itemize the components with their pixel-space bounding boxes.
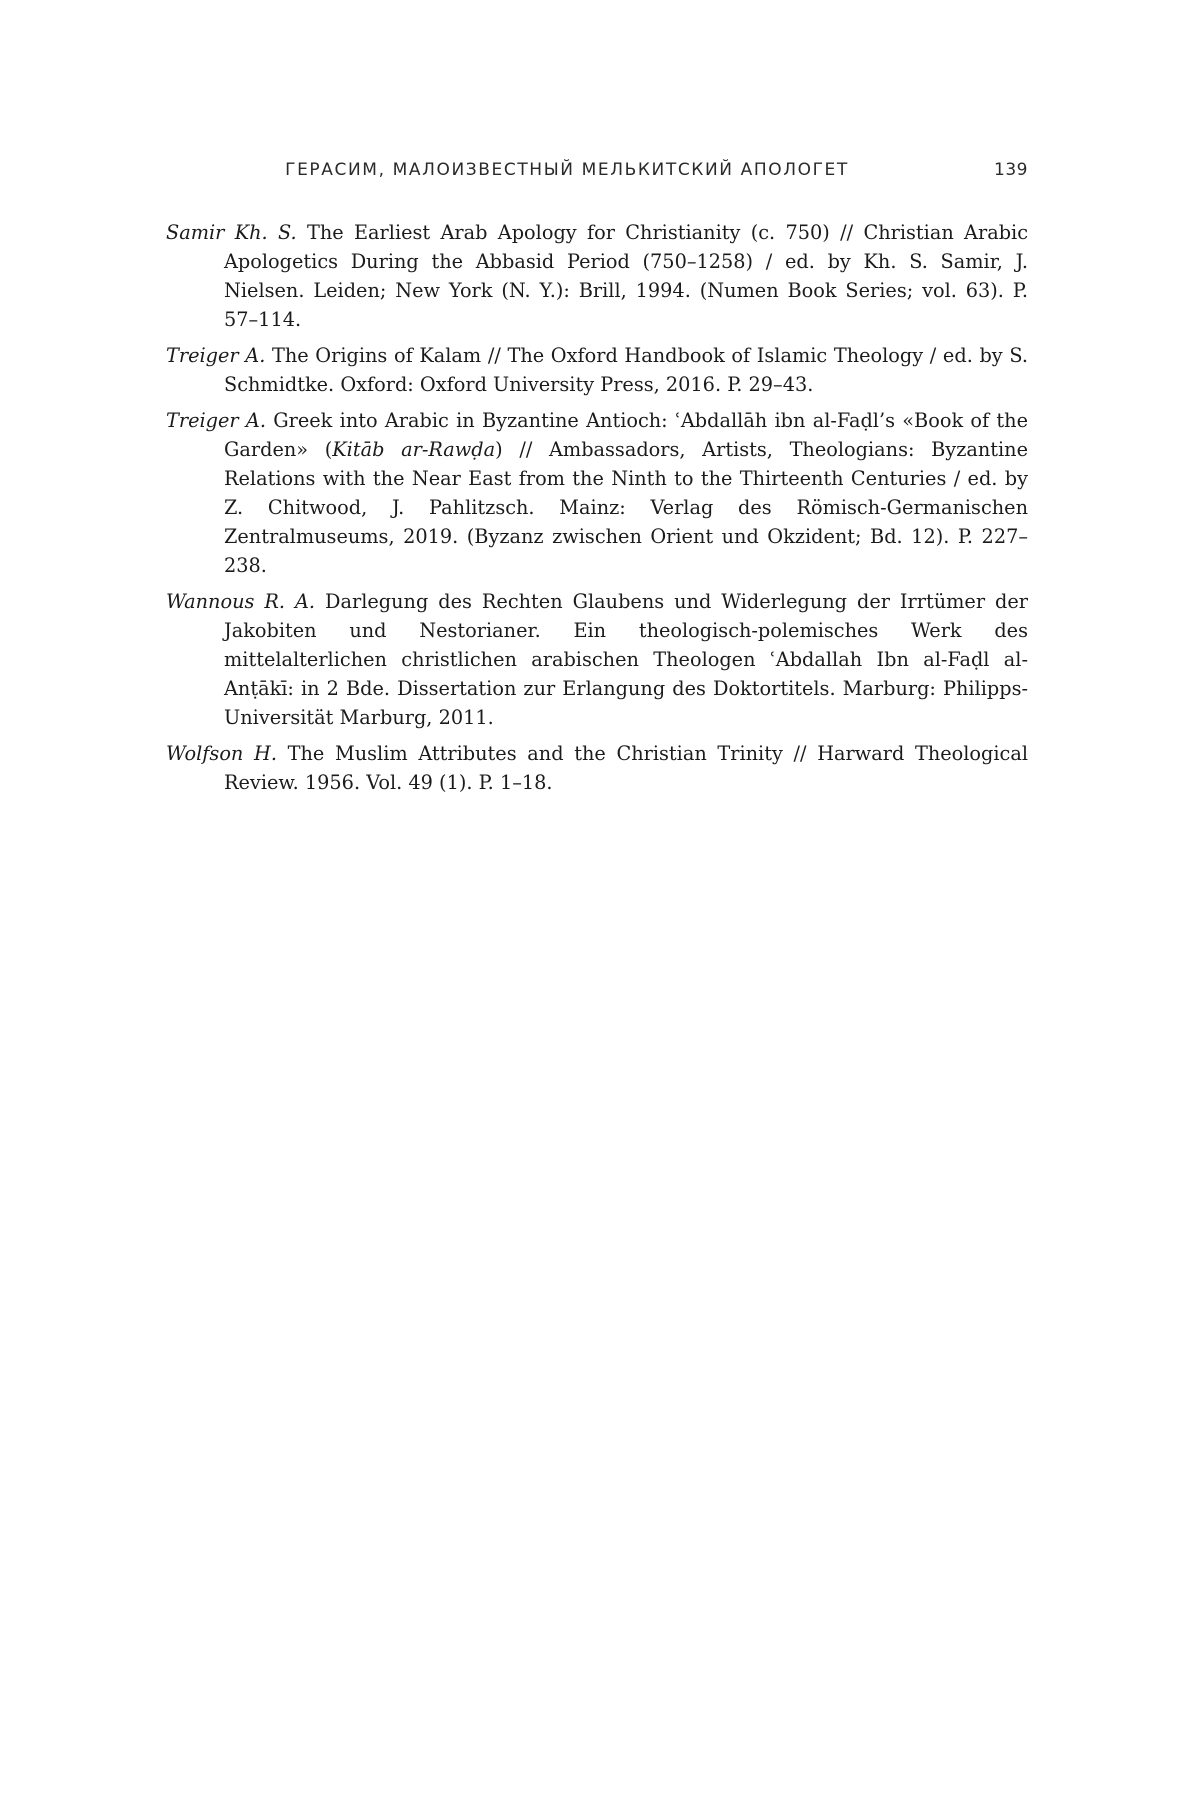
reference-text: Darlegung des Rechten Glaubens und Widerlegung der Irrtümer der Jakobiten und Nestorianer. Ein theologisch-polemisches Werk des mittelalterlichen christlichen arabischen Theologen ʿAbdallah Ibn al-Faḍl al-Anṭākī: in 2 Bde. Dissertation zur Erlangung des Doktortitels. Marburg: Philipps-Universität Marburg, 2011. — [224, 590, 1029, 729]
running-header — [166, 160, 1028, 188]
bibliography-list — [166, 218, 1028, 804]
reference-entry — [166, 341, 1028, 399]
reference-author: Samir Kh. S. — [166, 221, 297, 244]
reference-entry — [166, 739, 1028, 797]
reference-text: Greek into Arabic in Byzantine Antioch: ʿAbdallāh ibn al-Faḍl’s «Book of the Garden» ( — [224, 409, 1029, 461]
running-title: ГЕРАСИМ, МАЛОИЗВЕСТНЫЙ МЕЛЬКИТСКИЙ АПОЛОГЕТ — [285, 160, 849, 180]
reference-author: Treiger A. — [166, 344, 266, 367]
reference-author: Treiger A. — [166, 409, 266, 432]
reference-entry — [166, 218, 1028, 334]
reference-author: Wolfson H. — [166, 742, 277, 765]
reference-text-continued: ) // Ambassadors, Artists, Theologians: Byzantine Relations with the Near East from the Ninth to the Thirteenth Centuries / ed. by Z. Chitwood, J. Pahlitzsch. Mainz: Verlag des Römisch-Germanischen Zentralmuseums, 2019. (Byzanz zwischen Orient und Okzident; Bd. 12). P. 227–238. — [224, 438, 1029, 577]
page-number: 139 — [994, 160, 1028, 180]
reference-text: The Muslim Attributes and the Christian Trinity // Harward Theological Review. 1956. Vol. 49 (1). P. 1–18. — [224, 742, 1028, 794]
reference-entry — [166, 587, 1028, 732]
reference-entry — [166, 406, 1028, 580]
reference-text: The Origins of Kalam // The Oxford Handbook of Islamic Theology / ed. by S. Schmidtke. Oxford: Oxford University Press, 2016. P. 29–43. — [224, 344, 1028, 396]
reference-italic-title: Kitāb ar-Rawḍa — [332, 438, 496, 461]
reference-text: The Earliest Arab Apology for Christianity (c. 750) // Christian Arabic Apologetics During the Abbasid Period (750–1258) / ed. by Kh. S. Samir, J. Nielsen. Leiden; New York (N. Y.): Brill, 1994. (Numen Book Series; vol. 63). P. 57–114. — [224, 221, 1029, 331]
reference-author: Wannous R. A. — [166, 590, 316, 613]
